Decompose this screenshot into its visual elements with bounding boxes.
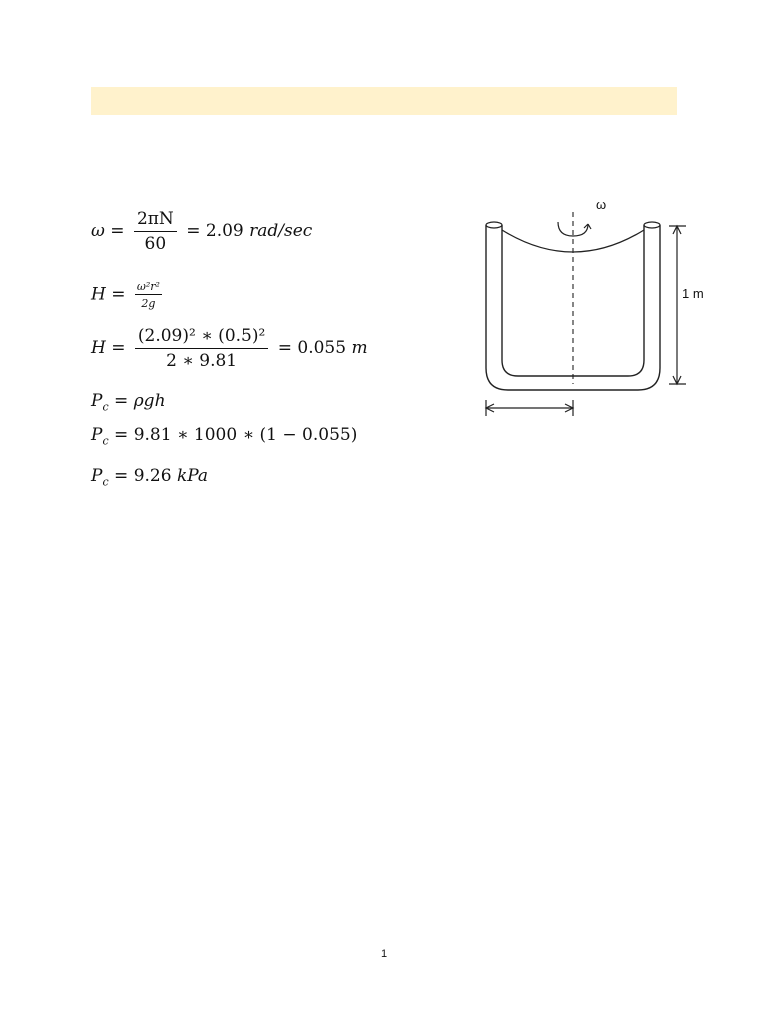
h-unit: m — [351, 338, 368, 358]
omega-symbol: ω — [91, 221, 105, 241]
tube-inner-wall — [502, 225, 644, 376]
omega-unit: rad/sec — [249, 221, 313, 241]
equals-sign: = — [114, 466, 129, 486]
omega-denominator: 60 — [144, 234, 167, 254]
pc-unit: kPa — [176, 466, 209, 486]
equals-sign: = — [186, 221, 201, 241]
equals-sign: = — [111, 338, 126, 358]
h-symbol: H — [91, 284, 106, 305]
pc-result-equation — [91, 466, 208, 488]
pc-substitution-rhs: 9.81 ∗ 1000 ∗ (1 − 0.055) — [133, 425, 358, 445]
h-formula-equation — [91, 280, 166, 310]
page-number: 1 — [380, 948, 388, 960]
left-tube-opening — [486, 222, 502, 228]
h-formula-numerator: ω²r² — [136, 280, 160, 293]
equals-sign: = — [110, 221, 125, 241]
pc-formula-rhs: ρgh — [133, 391, 166, 411]
equals-sign: = — [277, 338, 292, 358]
pc-symbol: P — [91, 391, 103, 411]
h-value-numerator: (2.09)² ∗ (0.5)² — [135, 326, 268, 349]
pc-formula-equation — [91, 391, 166, 413]
h-value-fraction — [135, 326, 268, 371]
pc-substitution-equation — [91, 425, 357, 447]
h-formula-denominator: 2g — [141, 297, 156, 310]
pc-value: 9.26 — [133, 466, 172, 486]
pc-subscript: c — [102, 475, 109, 489]
h-symbol: H — [91, 338, 106, 358]
omega-label: ω — [596, 197, 607, 212]
equals-sign: = — [114, 391, 129, 411]
pc-subscript: c — [102, 400, 109, 414]
equals-sign: = — [111, 284, 126, 305]
pc-subscript: c — [102, 434, 109, 448]
equals-sign: = — [114, 425, 129, 445]
h-value-denominator: 2 ∗ 9.81 — [166, 351, 238, 371]
omega-numerator: 2πN — [134, 209, 177, 232]
pc-symbol: P — [91, 466, 103, 486]
h-value-equation — [91, 326, 368, 371]
u-tube-diagram — [470, 190, 730, 430]
pc-symbol: P — [91, 425, 103, 445]
h-formula-fraction — [135, 280, 162, 310]
right-tube-opening — [644, 222, 660, 228]
header-banner — [91, 87, 677, 115]
omega-value: 2.09 — [205, 221, 244, 241]
height-label: 1 m — [682, 286, 704, 301]
h-value: 0.055 — [297, 338, 347, 358]
omega-equation — [91, 209, 312, 254]
omega-fraction — [134, 209, 177, 254]
